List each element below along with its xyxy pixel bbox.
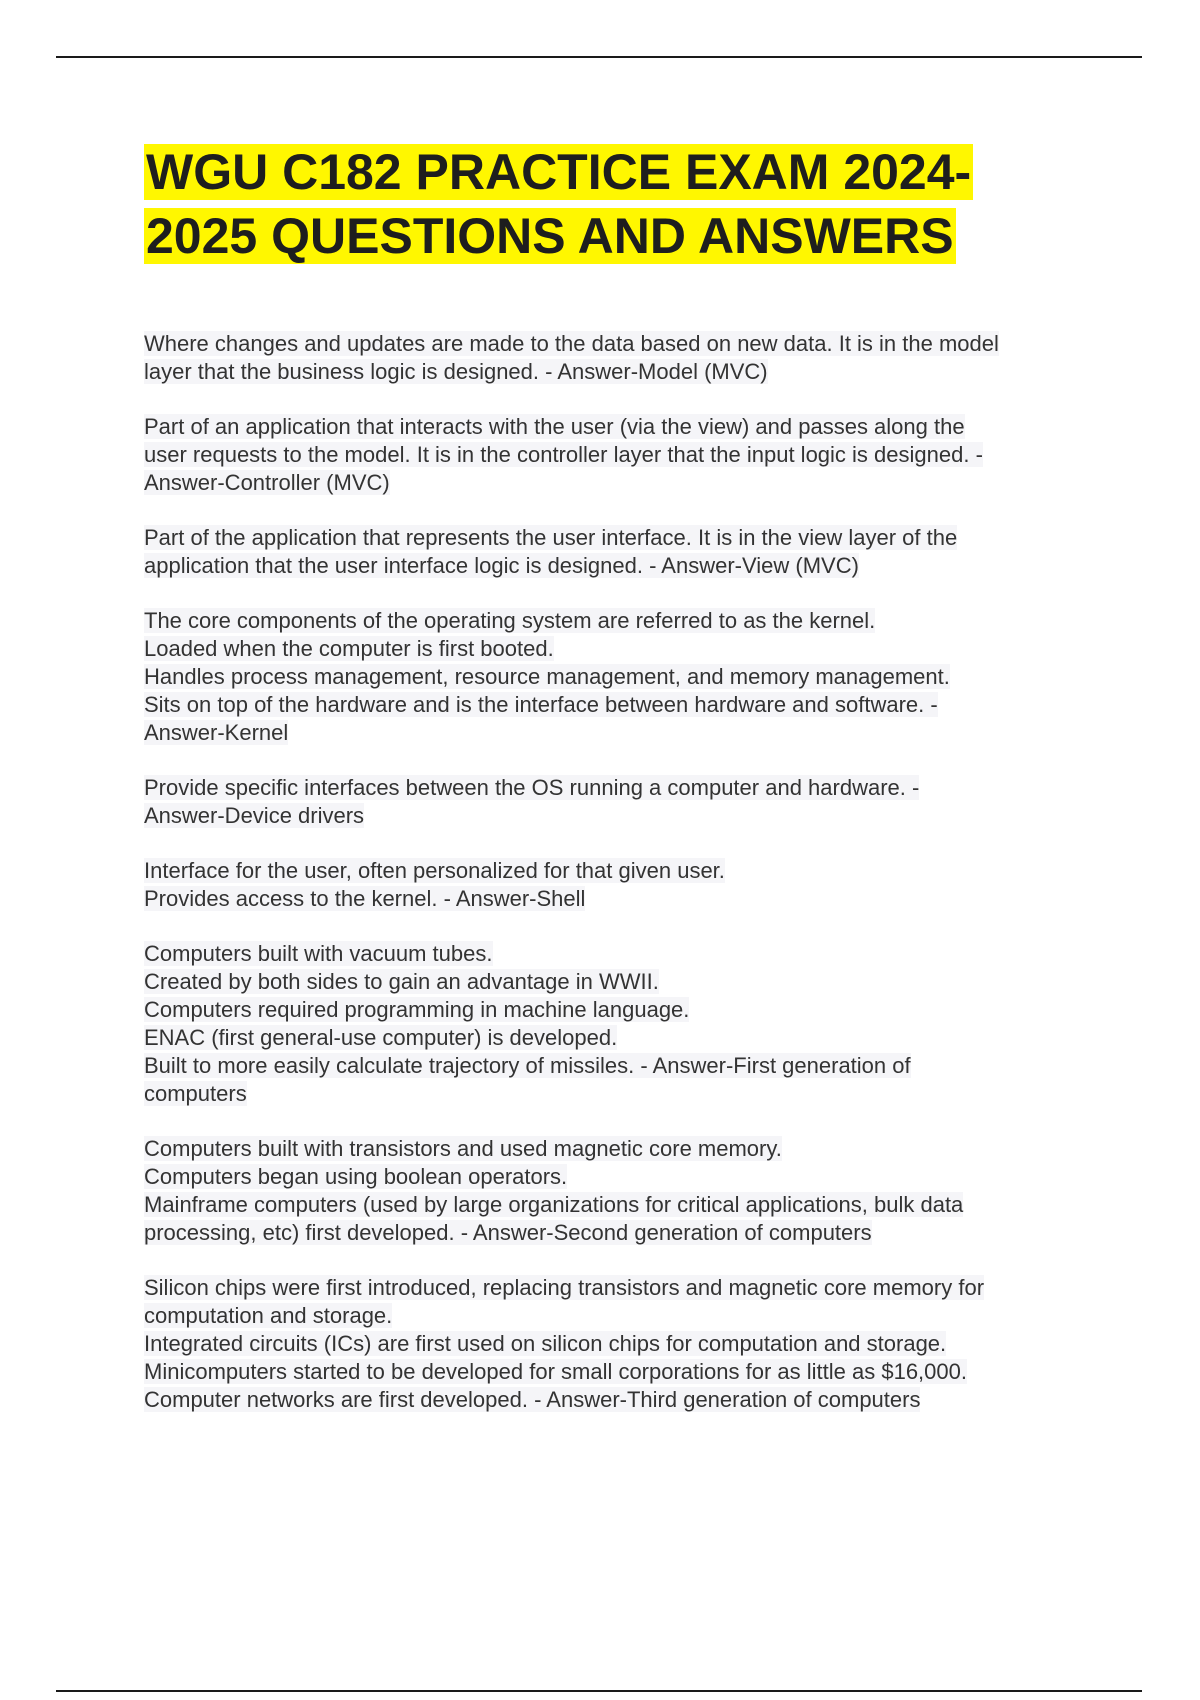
qa-line: Computer networks are first developed. - Answer-Third generation of computers: [144, 1387, 921, 1412]
qa-line: Loaded when the computer is first booted.: [144, 636, 554, 661]
qa-item-kernel: [144, 607, 1084, 747]
qa-line: Answer-Kernel: [144, 720, 289, 745]
qa-item-shell: [144, 857, 1084, 913]
qa-item-device-drivers: [144, 774, 1084, 830]
title-line: 2025 QUESTIONS AND ANSWERS: [146, 208, 954, 264]
qa-line: Answer-Controller (MVC): [144, 470, 390, 495]
qa-line: Integrated circuits (ICs) are first used on silicon chips for computation and storage.: [144, 1331, 947, 1356]
qa-line: Computers built with transistors and used magnetic core memory.: [144, 1136, 782, 1161]
top-rule: [56, 56, 1142, 58]
qa-line: Part of an application that interacts with the user (via the view) and passes along the: [144, 414, 965, 439]
qa-line: Minicomputers started to be developed for small corporations for as little as $16,000.: [144, 1359, 967, 1384]
title-line: WGU C182 PRACTICE EXAM 2024-: [146, 144, 972, 200]
document-title: [144, 140, 1104, 268]
qa-item-model: [144, 330, 1084, 386]
qa-line: computers: [144, 1081, 247, 1106]
qa-line: layer that the business logic is designed. - Answer-Model (MVC): [144, 359, 768, 384]
qa-line: The core components of the operating system are referred to as the kernel.: [144, 608, 876, 633]
qa-item-third-generation: [144, 1274, 1084, 1414]
qa-line: Interface for the user, often personalized for that given user.: [144, 858, 725, 883]
qa-line: Provides access to the kernel. - Answer-Shell: [144, 886, 586, 911]
qa-line: computation and storage.: [144, 1303, 393, 1328]
qa-line: Handles process management, resource management, and memory management.: [144, 664, 950, 689]
qa-line: ENAC (first general-use computer) is developed.: [144, 1025, 618, 1050]
qa-line: Silicon chips were first introduced, replacing transistors and magnetic core memory for: [144, 1275, 985, 1300]
qa-line: user requests to the model. It is in the controller layer that the input logic is designed. -: [144, 442, 983, 467]
qa-line: Computers required programming in machine language.: [144, 997, 690, 1022]
qa-line: Sits on top of the hardware and is the interface between hardware and software. -: [144, 692, 938, 717]
qa-line: Computers built with vacuum tubes.: [144, 941, 493, 966]
qa-line: Mainframe computers (used by large organizations for critical applications, bulk data: [144, 1192, 964, 1217]
qa-item-second-generation: [144, 1135, 1084, 1247]
qa-line: Built to more easily calculate trajectory of missiles. - Answer-First generation of: [144, 1053, 911, 1078]
qa-line: Where changes and updates are made to the data based on new data. It is in the model: [144, 331, 999, 356]
qa-item-controller: [144, 413, 1084, 497]
qa-line: application that the user interface logic is designed. - Answer-View (MVC): [144, 553, 859, 578]
qa-line: Part of the application that represents the user interface. It is in the view layer of the: [144, 525, 958, 550]
qa-line: Computers began using boolean operators.: [144, 1164, 568, 1189]
qa-line: processing, etc) first developed. - Answer-Second generation of computers: [144, 1220, 872, 1245]
bottom-rule: [56, 1690, 1142, 1692]
qa-item-view: [144, 524, 1084, 580]
qa-list: [144, 330, 1084, 1441]
qa-line: Provide specific interfaces between the OS running a computer and hardware. -: [144, 775, 920, 800]
qa-line: Answer-Device drivers: [144, 803, 365, 828]
qa-line: Created by both sides to gain an advantage in WWII.: [144, 969, 659, 994]
qa-item-first-generation: [144, 940, 1084, 1108]
